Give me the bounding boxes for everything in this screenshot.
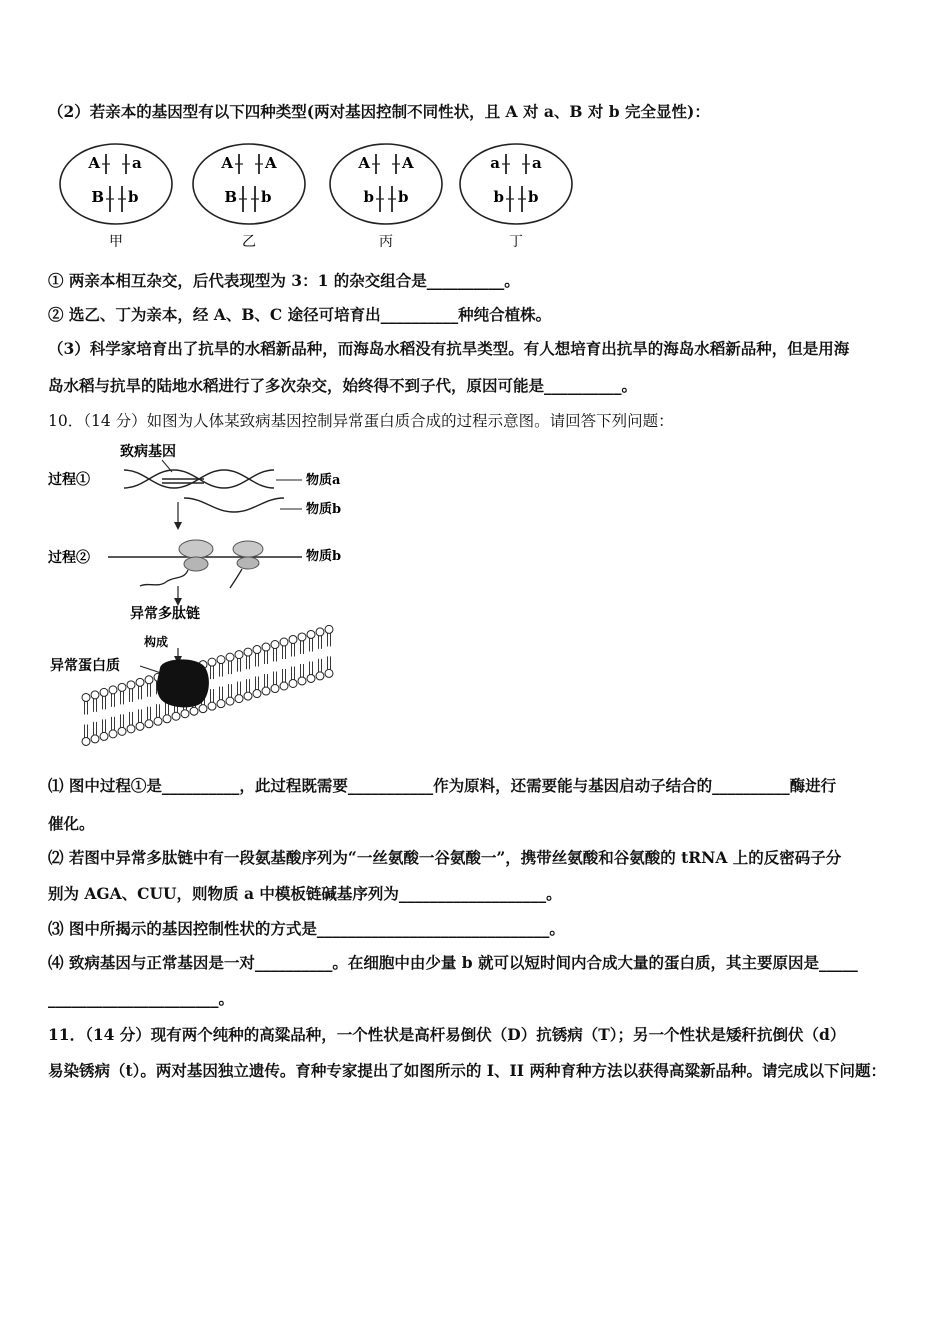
polypeptide-chain-1 [140,570,188,586]
allele-top-left: A [221,154,233,172]
q9-part3-line2: 岛水稻与抗旱的陆地水稻进行了多次杂交，始终得不到子代，原因可能是__________。 [48,376,638,395]
allele-bottom-right: b [261,188,272,206]
phospholipid-head [307,630,315,638]
q10-sub4-line1: ⑷ 致病基因与正常基因是一对__________。在细胞中由少量 b 就可以短时间内合成大量的蛋白质，其主要原因是_____ [48,953,858,972]
phospholipid-head [307,674,315,682]
phospholipid-head [244,648,252,656]
abnormal-protein-blob [157,659,209,707]
cell-label: 丙 [379,234,393,250]
phospholipid-head [244,692,252,700]
phospholipid-head [235,651,243,659]
cell-label: 丁 [509,234,523,250]
q11-stem-line2: 易染锈病（t）。两对基因独立遗传。育种专家提出了如图所示的 I、II 两种育种方法以获得高粱新品种。请完成以下问题： [48,1061,886,1080]
allele-top-left: A [358,154,370,172]
phospholipid-head [208,702,216,710]
abnormal-protein-label: 异常蛋白质 [50,658,120,674]
phospholipid-head [118,683,126,691]
phospholipid-head [217,700,225,708]
phospholipid-head [91,691,99,699]
cell-4 [460,144,572,250]
arrow-1-head [174,522,182,530]
allele-top-left: a [490,154,500,172]
cell-3 [330,144,442,250]
phospholipid-head [316,628,324,636]
abnormal-polypeptide-label: 异常多肽链 [130,606,200,622]
phospholipid-head [100,688,108,696]
phospholipid-head [91,735,99,743]
substance-b-label-1: 物质b [306,502,342,517]
phospholipid-head [136,722,144,730]
allele-bottom-right: b [528,188,539,206]
arrow-2-head [174,598,182,606]
phospholipid-head [208,658,216,666]
phospholipid-head [127,681,135,689]
allele-top-left: A [88,154,100,172]
mrna-strand [184,498,284,512]
q10-sub4-line2: ______________________。 [48,989,235,1008]
phospholipid-head [280,682,288,690]
phospholipid-head [127,725,135,733]
q10-sub1-line2: 催化。 [48,814,95,833]
cell-2 [193,144,305,250]
q9-sub2: ② 选乙、丁为亲本，经 A、B、C 途径可培育出__________种纯合植株。 [48,305,552,324]
allele-bottom-right: b [398,188,409,206]
process2-label: 过程② [48,550,90,566]
phospholipid-head [136,678,144,686]
phospholipid-head [154,717,162,725]
phospholipid-head [109,686,117,694]
q10-sub1-line1: ⑴ 图中过程①是__________，此过程既需要___________作为原料，还需要能与基因启动子结合的__________酶进行 [48,776,837,795]
ribosome-1 [179,540,213,571]
q11-stem-line1: 11．（14 分）现有两个纯种的高粱品种，一个性状是高杆易倒伏（D）抗锈病（T）；另一个性状是矮秆抗倒伏（d） [48,1025,846,1044]
phospholipid-head [298,677,306,685]
phospholipid-head [226,653,234,661]
allele-top-right: a [132,154,142,172]
phospholipid-head [289,635,297,643]
cell-diagrams [56,140,576,252]
q9-part3-line1: （3）科学家培育出了抗旱的水稻新品种，而海岛水稻没有抗旱类型。有人想培育出抗旱的海岛水稻新品种，但是用海 [48,339,850,358]
allele-bottom-left: b [493,188,504,206]
phospholipid-head [181,710,189,718]
gene-expression-diagram [44,436,364,760]
allele-bottom-right: b [128,188,139,206]
substance-b-label-2: 物质b [306,549,342,564]
q10-sub3: ⑶ 图中所揭示的基因控制性状的方式是______________________________。 [48,919,565,938]
allele-bottom-left: B [224,188,237,206]
phospholipid-head [145,720,153,728]
phospholipid-head [82,693,90,701]
phospholipid-head [145,676,153,684]
q9-part2-intro: （2）若亲本的基因型有以下四种类型(两对基因控制不同性状，且 A 对 a、B 对 b 完全显性)： [48,102,710,121]
phospholipid-head [280,638,288,646]
constitute-label: 构成 [144,635,169,649]
allele-top-right: a [532,154,542,172]
phospholipid-head [226,697,234,705]
phospholipid-head [271,641,279,649]
phospholipid-head [316,672,324,680]
phospholipid-head [298,633,306,641]
ribosome-2 [233,541,263,569]
cell-diagrams-svg [56,140,576,252]
phospholipid-head [253,646,261,654]
phospholipid-head [82,737,90,745]
cell-1 [60,144,172,250]
phospholipid-head [217,656,225,664]
gene-expression-svg [44,436,364,760]
q10-sub2-line2: 别为 AGA、CUU，则物质 a 中模板链碱基序列为___________________。 [48,884,562,903]
q10-sub2-line1: ⑵ 若图中异常多肽链中有一段氨基酸序列为“一丝氨酸一谷氨酸一”，携带丝氨酸和谷氨酸的 tRNA 上的反密码子分 [48,848,842,867]
cell-label: 甲 [109,234,123,250]
phospholipid-head [262,643,270,651]
allele-bottom-left: b [363,188,374,206]
substance-a-label: 物质a [306,473,341,488]
phospholipid-head [235,695,243,703]
phospholipid-head [190,707,198,715]
gene-label: 致病基因 [120,444,176,460]
q10-stem: 10．（14 分）如图为人体某致病基因控制异常蛋白质合成的过程示意图。请回答下列问题： [48,412,674,430]
phospholipid-head [289,679,297,687]
phospholipid-head [262,687,270,695]
phospholipid-head [271,685,279,693]
phospholipid-head [325,669,333,677]
polypeptide-chain-2 [230,569,242,588]
allele-top-right: A [402,154,414,172]
phospholipid-head [253,690,261,698]
cell-label: 乙 [242,234,256,250]
phospholipid-head [199,705,207,713]
q9-sub1: ① 两亲本相互杂交，后代表现型为 3：1 的杂交组合是__________。 [48,271,520,290]
phospholipid-head [172,712,180,720]
process1-label: 过程① [48,472,90,488]
phospholipid-head [325,625,333,633]
phospholipid-head [100,732,108,740]
allele-bottom-left: B [91,188,104,206]
allele-top-right: A [265,154,277,172]
phospholipid-head [163,715,171,723]
phospholipid-head [118,727,126,735]
phospholipid-head [109,730,117,738]
